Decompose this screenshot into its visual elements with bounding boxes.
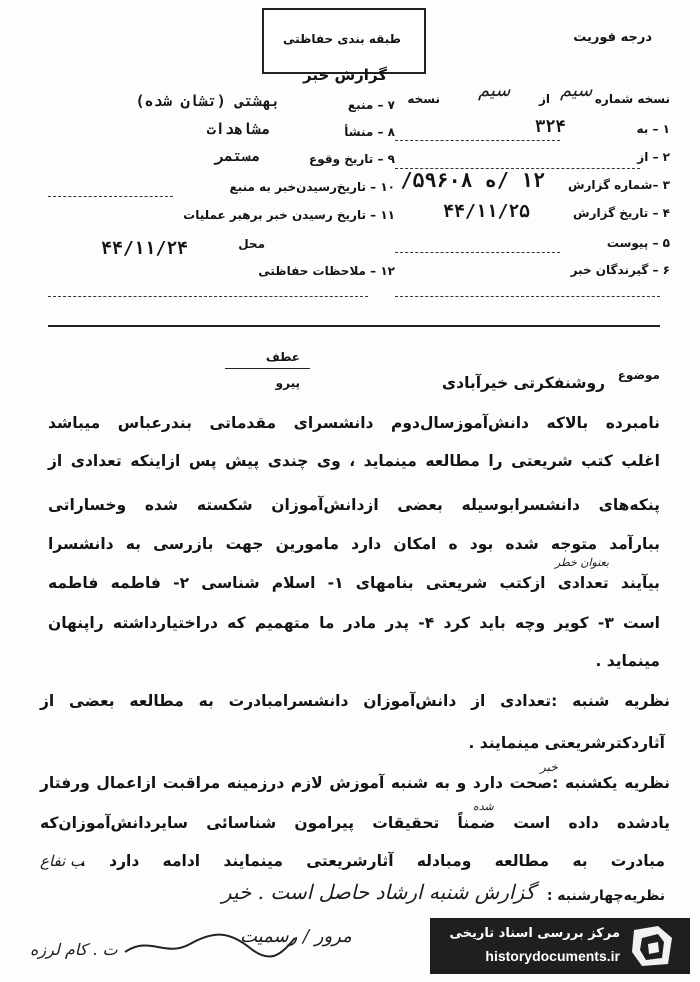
bottom-handwritten-left: ت . کام لرزه (30, 940, 118, 959)
copy-number-label: نسخه شماره (594, 92, 670, 106)
field-to-value: ۳۲۴ (535, 117, 566, 137)
field-report-date-label: ۴ – تاریخ گزارش (573, 206, 670, 220)
body-line-3: پنکه‌های دانشسرابوسیله بعضی ازدانش‌آموزان شکسته شده وخساراتی (48, 496, 660, 514)
field-source-receipt-dots (48, 196, 173, 197)
priority-label: درجه فوریت (573, 30, 652, 45)
field-security-notes-label: ۱۲ – ملاحظات حفاظتی (258, 264, 395, 278)
note2-handwritten-shoda: شده (473, 800, 494, 813)
copy-label: نسخه (407, 92, 440, 106)
field-to-dots (395, 140, 560, 141)
field-report-number-value: ۱۲ /ه ۵۹۶۰۸/ (400, 168, 545, 192)
bottom-handwritten-mid: مرور / رسمیت (240, 926, 352, 947)
copies-handwritten: سیم (478, 80, 511, 101)
field-report-number-label: ۳ –شماره گزارش (567, 178, 670, 192)
watermark-line-2: historydocuments.ir (485, 948, 620, 964)
subject-label: موضوع (617, 368, 660, 382)
body-handwritten-insert: بعنوان خطر (555, 556, 609, 569)
peyro-label: پیرو (275, 376, 300, 390)
body-line-5: بیآیند تعدادی ازکتب شریعتی بنامهای ۱- اسلام شناسی ۲- فاطمه فاطمه (48, 574, 660, 592)
subject-value: روشنفکرتی خیرآبادی (441, 374, 605, 392)
signature-scribble (120, 930, 300, 960)
field-from-label: ۲ – از (637, 150, 670, 164)
note3-label: نظریه‌چهارشنبه : (546, 888, 665, 904)
field-attachment-label: ۵ – پیوست (606, 236, 670, 250)
field-report-date-value: ۴۴/۱۱/۲۵ (443, 201, 530, 222)
field-to-label: ۱ – به (636, 122, 670, 136)
note2-handwritten-insert: خبر (540, 760, 558, 774)
body-line-6: است ۳- کویر وچه باید کرد ۴- پدر مادر ما متهمیم که دراختیارداشته راپنهان (48, 614, 660, 632)
classification-label: طبقه بندی حفاظتی (283, 32, 401, 46)
field-occurrence-date-label: ۹ – تاریخ وقوع (309, 152, 395, 166)
note2-line-3: مبادرت به مطالعه ومبادله آثارشریعتی مینمایند ادامه دارد . (80, 852, 665, 870)
note3-handwritten: گزارش شنبه ارشاد حاصل است . خیر (221, 880, 535, 904)
field-source-receipt-label: ۱۰ – تاریخ‌رسیدن‌خبر به منبع (229, 180, 395, 194)
atf-label: عطف (265, 350, 300, 364)
archive-logo-icon (628, 922, 678, 970)
note2-line-1: نظریه یکشنبه :صحت دارد و به شنبه آموزش لازم درزمینه مراقبت ازاعمال ورفتار (40, 774, 670, 792)
note1-line-2: آثاردکترشریعتی مینمایند . (468, 734, 665, 752)
field-origin-value: مشاهدات (206, 120, 270, 138)
body-line-2: اغلب کتب شریعتی را مطالعه مینماید ، وی چندی پیش پس ازاینکه تعدادی از (48, 452, 660, 470)
field-ops-receipt-label: ۱۱ – تاریخ رسیدن خبر برهبر عملیات (183, 208, 395, 222)
field-source-value: بهشتی (تشان شده) (135, 92, 280, 110)
copy-number-handwritten: سیم (560, 80, 593, 101)
body-line-1: نامبرده بالاکه دانش‌آموزسال‌دوم دانشسرای مقدماتی بندرعباس میباشد (48, 414, 660, 432)
field-recipients-label: ۶ – گیرندگان خبر (570, 263, 670, 277)
field-place-value: ۴۴/۱۱/۲۴ (101, 238, 188, 259)
field-attachment-dots (395, 252, 560, 253)
note3-handwritten-right: ب نفاع (40, 852, 85, 870)
report-title: گزارش خبر (302, 66, 388, 84)
copy-of-label: از (538, 92, 550, 106)
note2-line-2: یادشده داده است ضمناً تحقیقات پیرامون شناسائی سایردانش‌آموزان‌که (40, 814, 670, 832)
watermark-line-1: مرکز بررسی اسناد تاریخی (449, 926, 620, 941)
body-line-7: مینماید . (595, 652, 660, 670)
field-place-label: محل (238, 237, 265, 251)
note1-line-1: نظریه شنبه :تعدادی از دانش‌آموزان دانشسرامبادرت به مطالعه بعضی از (40, 692, 670, 710)
field-recipients-dots (395, 296, 660, 297)
field-origin-label: ۸ – منشأ (344, 125, 395, 139)
field-source-label: ۷ – منبع (347, 98, 395, 112)
field-occurrence-date-value: مستمر (214, 147, 260, 165)
header-divider (48, 325, 660, 327)
field-security-notes-dots (48, 296, 368, 297)
atf-rule (225, 368, 310, 369)
body-line-4: ببارآمد متوجه شده بود ه امکان دارد مامورین جهت بازرسی به دانشسرا (48, 535, 660, 553)
